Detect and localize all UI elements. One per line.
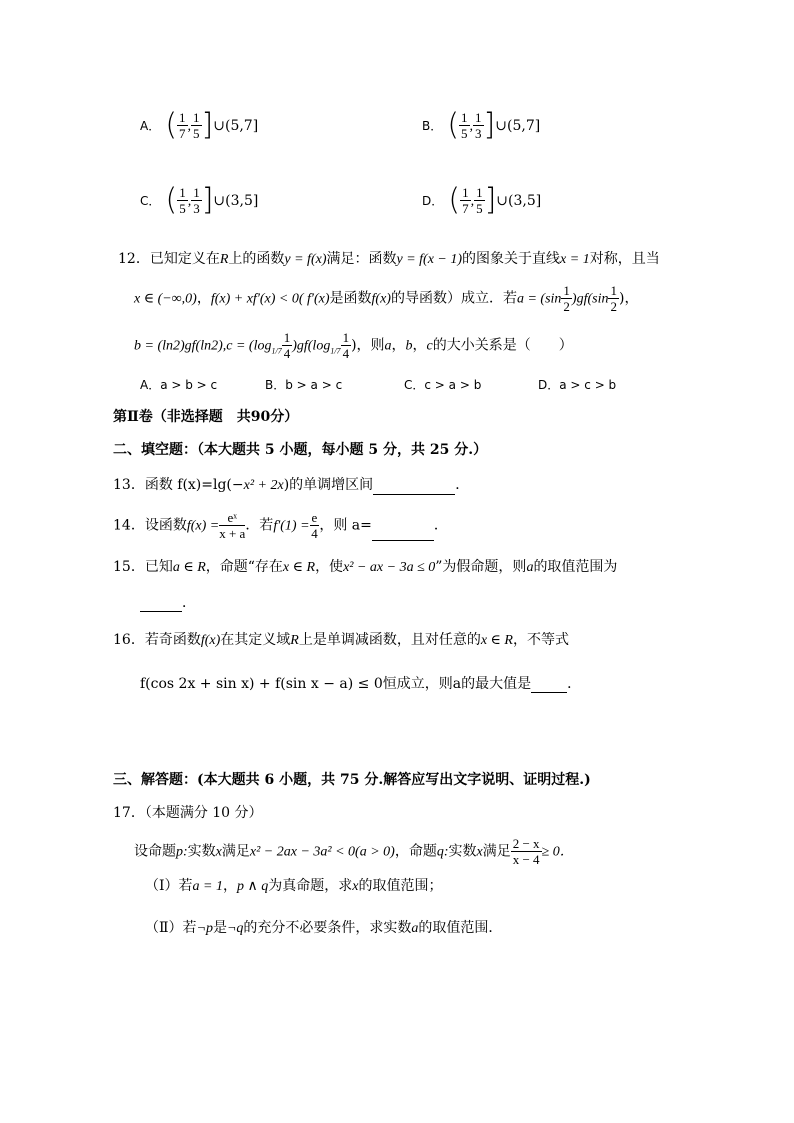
text: ，使 <box>315 559 344 575</box>
math: x <box>215 844 222 860</box>
math: p ∧ q <box>236 879 269 894</box>
math: x <box>352 879 359 894</box>
text: 的充分不必要条件，求实数 <box>243 920 412 936</box>
math: a = (sin <box>516 291 562 307</box>
text: ，不等式 <box>512 632 569 648</box>
text: 是 <box>212 920 227 936</box>
text: ，命题 <box>394 843 437 860</box>
denominator: 2 <box>563 299 570 314</box>
option-d <box>422 182 542 218</box>
text: 为真命题，求 <box>268 878 353 894</box>
fraction <box>191 185 202 216</box>
q17-part2 <box>145 919 502 938</box>
math: b <box>405 338 413 354</box>
math: a <box>384 338 392 354</box>
q12-choice-d: D．a > c > b <box>538 378 617 392</box>
fraction <box>177 185 188 216</box>
math: y = f(x − 1) <box>396 252 463 267</box>
math: a <box>526 560 534 575</box>
fraction <box>341 330 352 361</box>
left-paren: ( <box>447 107 460 143</box>
text: （Ⅱ）若 <box>145 920 197 936</box>
text: 实数 <box>187 843 216 860</box>
text: 满足：函数 <box>326 251 397 267</box>
text: 上是单调减函数，且对任意的 <box>298 632 481 648</box>
fraction <box>177 110 188 141</box>
q12-choice-c: C．c > a > b <box>404 378 482 392</box>
denominator: 5 <box>193 126 200 141</box>
math: f′(1) = <box>273 518 310 534</box>
q13 <box>113 476 469 495</box>
denominator: 4 <box>283 346 291 361</box>
math: x² − ax − 3a ≤ 0 <box>343 560 436 575</box>
denominator: 4 <box>311 526 318 541</box>
numerator: 1 <box>563 283 570 298</box>
text: 的大小关系是（ ） <box>432 337 573 354</box>
q17-stem <box>134 836 574 867</box>
math: a = 1 <box>192 879 223 894</box>
interval-tail: ∪(3,5] <box>496 193 542 209</box>
denominator: 7 <box>462 201 469 216</box>
numerator: 1 <box>283 330 291 345</box>
fraction <box>459 110 470 141</box>
text: 的取值范围； <box>358 878 443 894</box>
text: ． <box>433 517 448 534</box>
text: 对称，且当 <box>589 251 660 267</box>
math: R <box>219 252 229 267</box>
answer-blank[interactable] <box>531 678 567 693</box>
interval-tail: ∪(5,7] <box>213 118 259 134</box>
text: 的取值范围为 <box>533 559 618 575</box>
text: ， <box>196 290 211 307</box>
text: ． <box>182 595 196 611</box>
numerator: 1 <box>179 185 186 200</box>
left-paren: ( <box>165 107 178 143</box>
denominator: 2 <box>610 299 617 314</box>
left-paren: ( <box>448 182 461 218</box>
math: f(x) <box>371 291 391 307</box>
denominator: 5 <box>476 201 483 216</box>
answer-blank[interactable] <box>372 526 434 541</box>
right-bracket: ] <box>201 107 214 143</box>
math: c <box>426 338 433 354</box>
text: 的图象关于直线 <box>462 251 561 267</box>
numerator: 1 <box>476 185 483 200</box>
math: x ∈ R <box>282 560 316 575</box>
math: y = f(x) <box>284 252 327 267</box>
denominator: 3 <box>475 126 482 141</box>
text: ， <box>391 337 406 354</box>
numerator: 1 <box>462 185 469 200</box>
section3-heading: 三、解答题：(本大题共 6 小题，共 75 分.解答应写出文字说明、证明过程.) <box>113 772 591 788</box>
comma: , <box>187 119 192 134</box>
text: 14．设函数 <box>113 517 187 534</box>
math: f(x) <box>200 633 221 648</box>
q15 <box>113 558 617 577</box>
text: ． <box>567 676 582 692</box>
fraction <box>608 283 619 314</box>
math: f(x) = <box>186 518 220 534</box>
q12-choice-b: B．b > a > c <box>265 378 343 392</box>
fraction <box>474 185 485 216</box>
text: 设命题 <box>134 843 176 860</box>
math: x ∈ (−∞,0) <box>134 291 197 307</box>
fraction <box>511 836 542 867</box>
option-letter: A． <box>140 119 161 133</box>
math: x² + 2x <box>243 478 284 493</box>
numerator: 1 <box>342 330 350 345</box>
comma: , <box>469 119 474 134</box>
numerator: 2 − x <box>512 836 540 851</box>
right-bracket: ] <box>201 182 214 218</box>
q14 <box>113 510 448 541</box>
math: q: <box>436 844 449 860</box>
interval-tail: ∪(5,7] <box>495 118 541 134</box>
math: f(x) + xf′(x) < 0( f′(x) <box>210 291 330 307</box>
right-bracket: ] <box>483 107 496 143</box>
text: f(cos 2x + sin x) + f(sin x − a) ≤ 0恒成立，则a的最大值是 <box>140 676 532 692</box>
part2-title: 第Ⅱ卷（非选择题 共90分） <box>113 409 299 425</box>
math: ≥ 0． <box>541 844 574 860</box>
text: 13．函数 f(x)=lg(− <box>113 477 244 493</box>
text: ，则 a= <box>319 517 372 534</box>
text: )的单调增区间 <box>283 477 374 493</box>
text: 上的函数 <box>228 251 285 267</box>
numerator: eˣ <box>219 510 245 526</box>
text: ．若 <box>245 517 274 534</box>
subscript: 1/7 <box>271 346 282 356</box>
q12-line2 <box>134 283 638 314</box>
fraction <box>191 110 202 141</box>
text: 的取值范围． <box>418 920 503 936</box>
q17-head: 17．（本题满分 10 分） <box>113 805 263 821</box>
text: )， <box>618 290 639 307</box>
comma: , <box>187 194 192 209</box>
q15-line2 <box>140 594 196 612</box>
math: ¬p <box>196 921 213 936</box>
text: ，命题“存在 <box>205 559 283 575</box>
math: a <box>411 921 419 936</box>
fraction <box>282 330 293 361</box>
math: )gf(log <box>292 338 331 354</box>
math: a ∈ R <box>172 560 206 575</box>
subscript: 1/7 <box>330 346 341 356</box>
option-letter: B． <box>422 119 443 133</box>
math: x ∈ R <box>480 633 513 648</box>
option-letter: C． <box>140 194 161 208</box>
q16 <box>113 631 569 650</box>
text: 在其定义域 <box>220 632 291 648</box>
text: ， <box>222 878 237 894</box>
q12-line3 <box>134 330 573 361</box>
math: )gf(sin <box>571 291 609 307</box>
denominator: 7 <box>179 126 186 141</box>
math: x² − 2ax − 3a² < 0(a > 0) <box>249 844 395 860</box>
fraction <box>460 185 471 216</box>
text: ”为假命题，则 <box>435 559 527 575</box>
math: p: <box>176 844 188 860</box>
numerator: 1 <box>193 185 200 200</box>
q12-line1 <box>118 250 660 269</box>
right-bracket: ] <box>484 182 497 218</box>
denominator: 4 <box>342 346 350 361</box>
answer-blank[interactable] <box>373 480 455 495</box>
option-letter: D． <box>422 194 444 208</box>
denominator: 3 <box>193 201 200 216</box>
fraction <box>561 283 572 314</box>
option-b <box>422 107 541 143</box>
numerator: 1 <box>193 110 200 125</box>
math: R <box>290 633 299 648</box>
fraction <box>473 110 484 141</box>
comma: , <box>470 194 475 209</box>
math: x = 1 <box>560 252 590 267</box>
text: 12．已知定义在 <box>118 251 220 267</box>
text: ， <box>412 337 427 354</box>
text: ． <box>455 477 470 493</box>
interval-tail: ∪(3,5] <box>213 193 259 209</box>
denominator: 5 <box>179 201 186 216</box>
numerator: 1 <box>610 283 617 298</box>
option-c <box>140 182 259 218</box>
fraction <box>219 510 245 541</box>
numerator: 1 <box>461 110 468 125</box>
answer-blank[interactable] <box>140 597 182 612</box>
text: （Ⅰ）若 <box>145 878 193 894</box>
fraction <box>310 510 320 541</box>
text: 15．已知 <box>113 559 173 575</box>
numerator: e <box>311 510 318 525</box>
math: ¬q <box>226 921 244 936</box>
text: 满足 <box>482 843 511 860</box>
text: 的导函数）成立．若 <box>390 290 517 307</box>
numerator: 1 <box>475 110 482 125</box>
text: 满足 <box>221 843 250 860</box>
text: )，则 <box>351 337 385 354</box>
denominator: 5 <box>461 126 468 141</box>
q12-choice-a: A．a > b > c <box>140 378 218 392</box>
text: 16．若奇函数 <box>113 632 201 648</box>
section2-heading: 二、填空题：（本大题共 5 小题，每小题 5 分，共 25 分.） <box>113 442 488 458</box>
q16-line2 <box>140 675 581 693</box>
denominator: x − 4 <box>512 852 540 867</box>
math: b = (ln2)gf(ln2),c = (log <box>134 338 272 354</box>
numerator: 1 <box>179 110 186 125</box>
q17-part1 <box>145 877 442 896</box>
denominator: x + a <box>219 526 246 541</box>
option-a <box>140 107 259 143</box>
left-paren: ( <box>165 182 178 218</box>
text: 是函数 <box>329 290 372 307</box>
math: x <box>476 844 483 860</box>
text: 实数 <box>448 843 477 860</box>
